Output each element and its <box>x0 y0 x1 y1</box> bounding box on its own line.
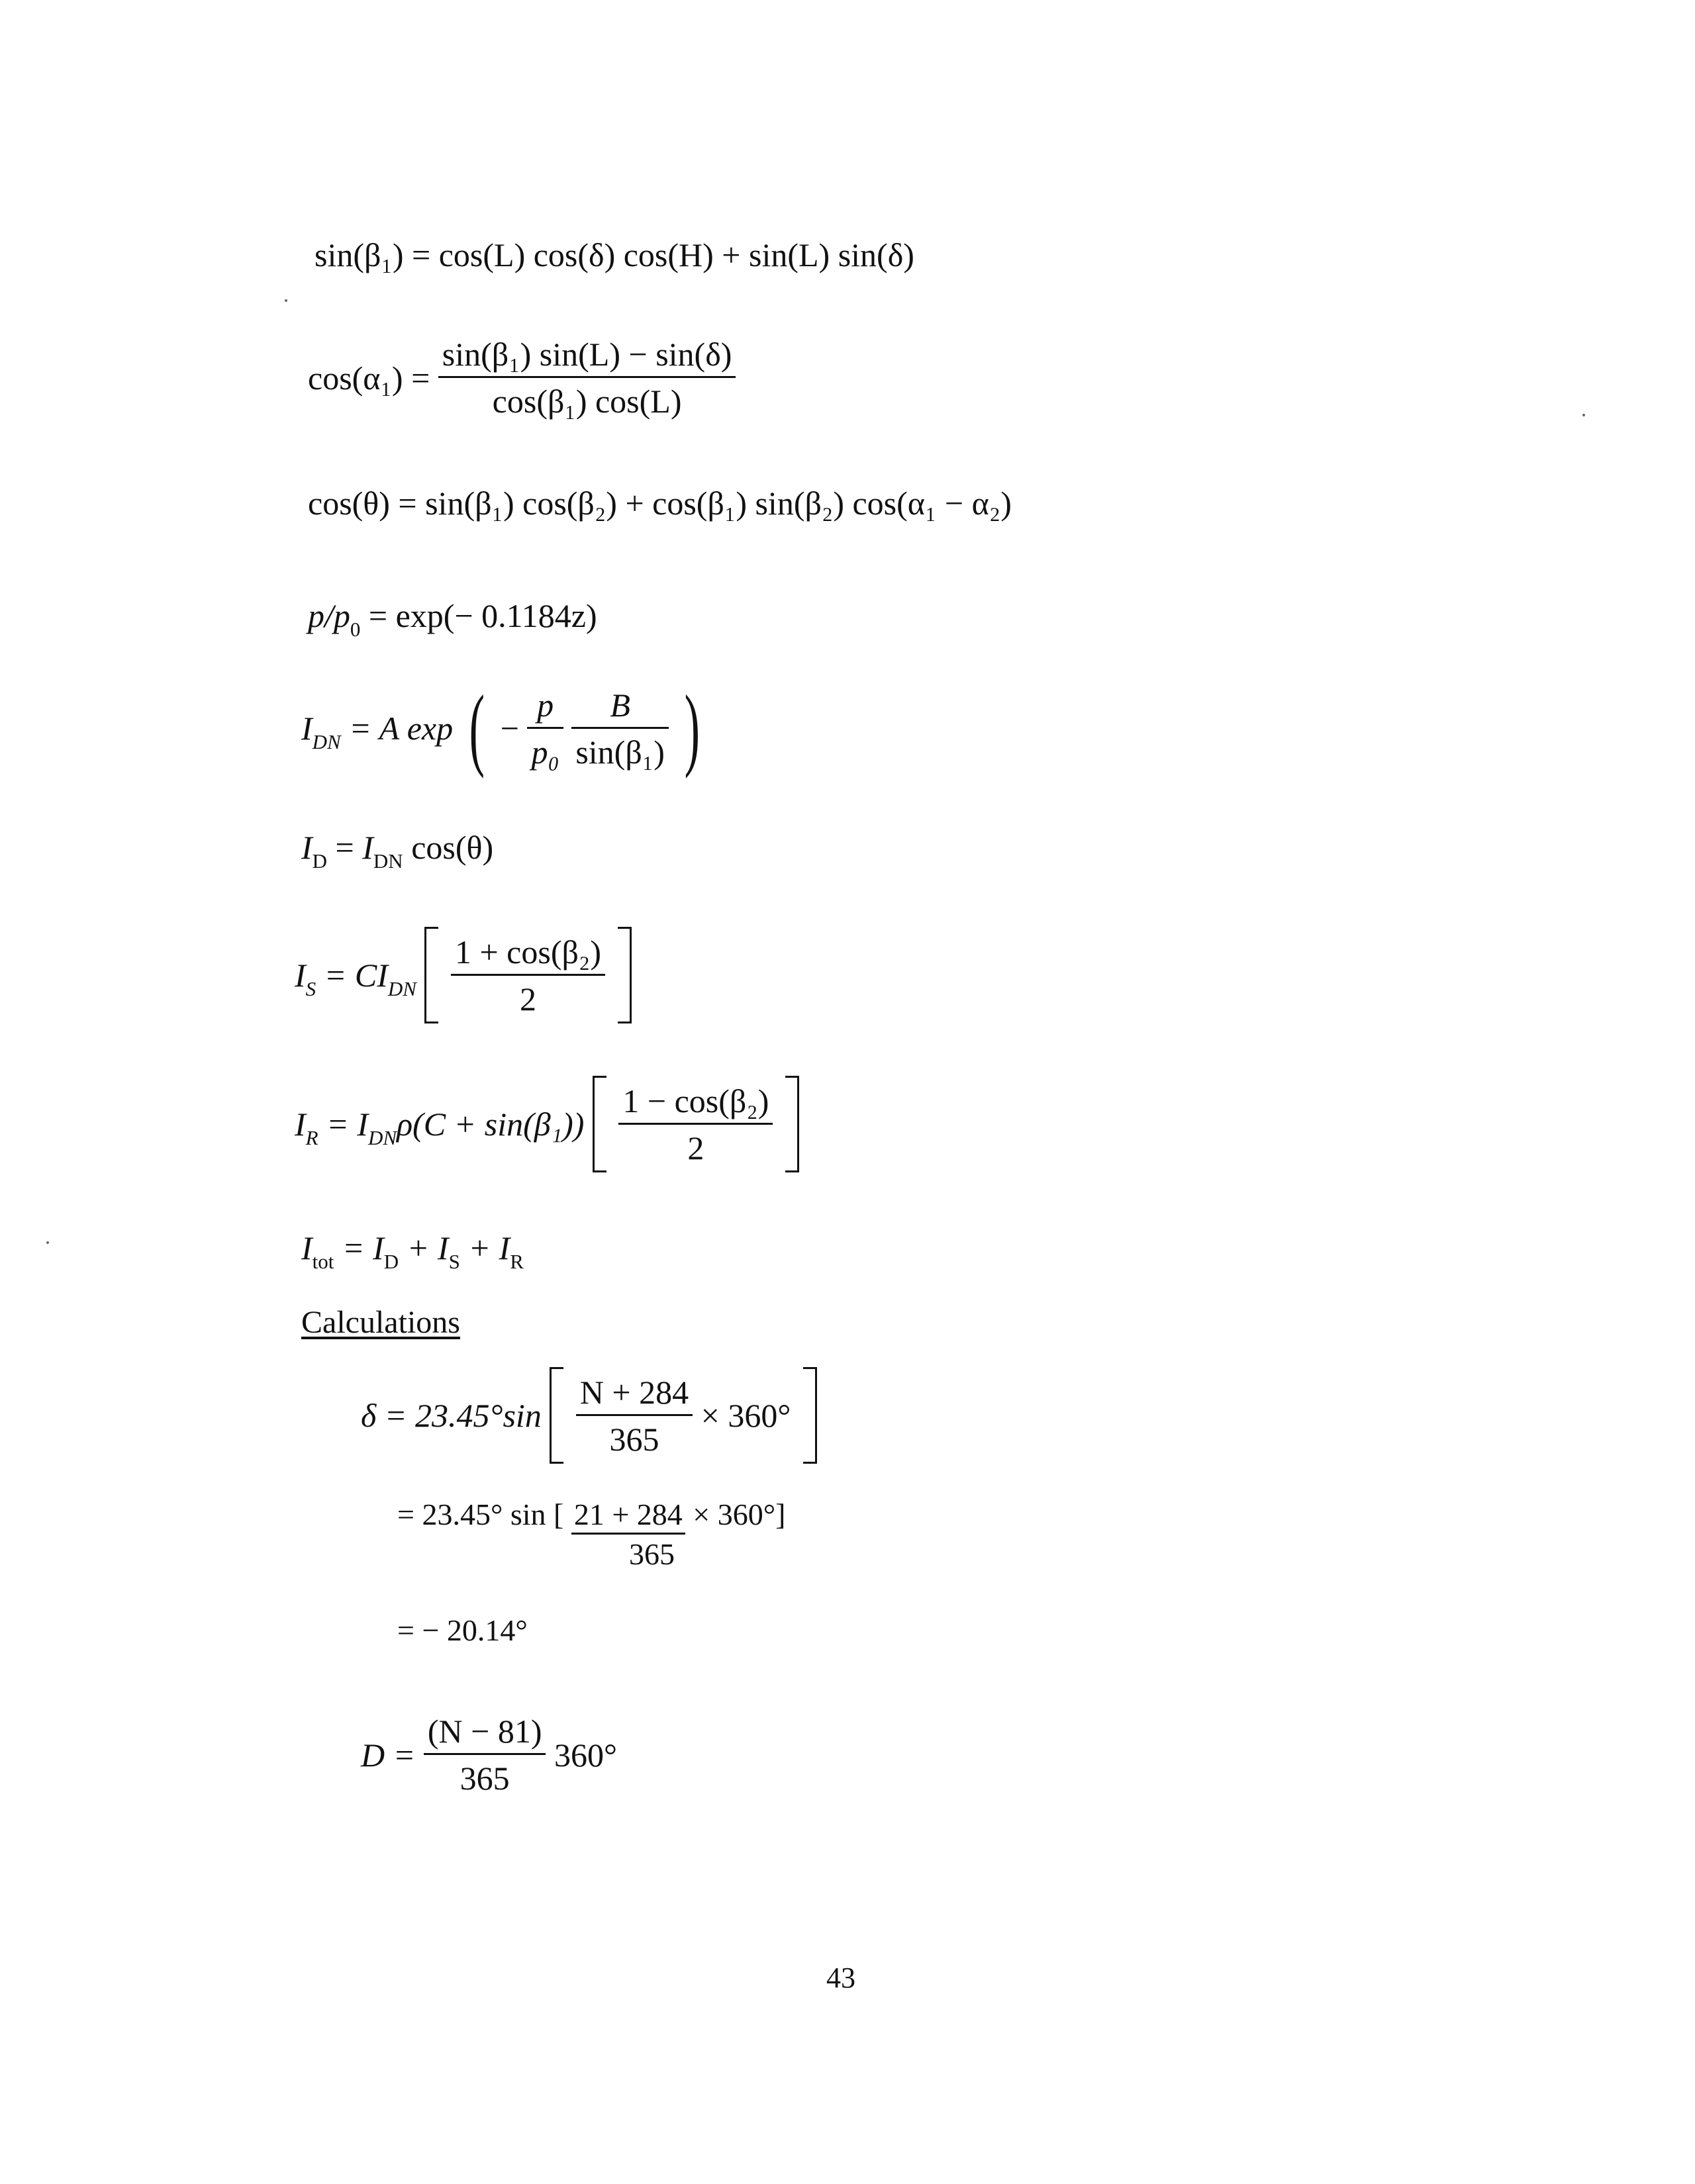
calc-day-angle-formula <box>361 1715 617 1795</box>
scan-speck <box>285 299 287 302</box>
scan-speck <box>1582 414 1585 416</box>
eq6-symbol2: I <box>362 829 373 866</box>
delta-sub-prefix: = 23.45° sin [ <box>397 1497 571 1531</box>
eq7-left-bracket <box>424 927 438 1023</box>
delta-sub-denominator: 365 <box>629 1537 675 1571</box>
equation-direct-normal <box>301 677 708 779</box>
calc-declination-formula <box>361 1367 817 1464</box>
eq4-sub: 0 <box>350 618 361 641</box>
delta-lhs: δ = 23.45°sin <box>361 1397 542 1434</box>
delta-sub-numerator: 21 + 284 <box>571 1499 685 1535</box>
eq9-sub-d: D <box>383 1250 399 1273</box>
equation-reflected-irradiance <box>295 1076 799 1172</box>
delta-left-bracket <box>550 1367 563 1464</box>
calc-declination-substitution <box>397 1499 785 1535</box>
equation-total-irradiance <box>301 1229 524 1273</box>
eq8-left-bracket <box>593 1076 606 1172</box>
eq9-symbol: I <box>301 1229 313 1266</box>
eq7-fraction <box>451 935 605 1016</box>
d-denominator: 365 <box>460 1760 510 1797</box>
equation-incidence-angle <box>308 487 1012 520</box>
delta-fraction <box>576 1373 693 1458</box>
delta-denominator: 365 <box>609 1420 659 1458</box>
eq6-sub: D <box>312 849 328 873</box>
eq4-text-b: = exp(− 0.1184z) <box>360 597 597 634</box>
eq7-sub2: DN <box>387 977 416 1000</box>
eq6-eq: = <box>327 829 363 866</box>
eq4-text-a: p/p <box>308 597 350 634</box>
eq5-lhs-sub: DN <box>312 730 341 753</box>
eq6-rest: cos(θ) <box>403 829 494 866</box>
calc-declination-substitution-den <box>629 1539 675 1570</box>
eq9-rest-c: + I <box>460 1229 510 1266</box>
delta-sub-tail: × 360°] <box>685 1497 786 1531</box>
eq1-rhs: cos(L) cos(δ) cos(H) + sin(L) sin(δ) <box>438 236 914 273</box>
eq8-middle: = I <box>318 1106 368 1143</box>
eq2-numerator: sin(β₁) sin(L) − sin(δ) <box>438 338 736 378</box>
delta-tail: × 360° <box>701 1397 791 1434</box>
eq7-sub: S <box>305 977 316 1000</box>
eq2-denominator: cos(β₁) cos(L) <box>492 383 682 420</box>
eq8-sub: R <box>305 1126 318 1149</box>
eq5-fraction-p <box>527 688 563 769</box>
delta-result: = − 20.14° <box>397 1613 528 1647</box>
eq5-close-paren: ) <box>685 677 701 779</box>
eq5-minus: − <box>500 710 519 747</box>
equation-direct-irradiance <box>301 829 494 873</box>
equation-pressure-ratio <box>308 597 597 641</box>
calc-declination-result <box>397 1615 528 1646</box>
eq9-sub-s: S <box>448 1250 460 1273</box>
eq5-lhs-symbol: I <box>301 710 313 747</box>
equation-diffuse-irradiance <box>295 927 632 1023</box>
calculations-heading: Calculations <box>301 1305 460 1340</box>
eq2-fraction <box>438 338 736 418</box>
eq5-open-paren: ( <box>469 677 485 779</box>
eq8-right-bracket <box>785 1076 799 1172</box>
eq8-numerator: 1 − cos(β₂) <box>618 1084 773 1125</box>
eq7-denominator: 2 <box>520 980 536 1018</box>
eq8-rest: ρ(C + sin(β₁)) <box>397 1106 585 1143</box>
eq6-symbol: I <box>301 829 313 866</box>
eq1-lhs: sin(β₁) = <box>315 236 439 273</box>
eq5-frac2-den: sin(β₁) <box>575 733 665 771</box>
equation-solar-azimuth <box>308 338 736 418</box>
scan-speck <box>46 1241 49 1244</box>
d-numerator: (N − 81) <box>424 1715 546 1755</box>
delta-right-bracket <box>803 1367 817 1464</box>
eq6-sub2: DN <box>373 849 403 873</box>
eq9-rest-b: + I <box>399 1229 449 1266</box>
eq3-text: cos(θ) = sin(β₁) cos(β₂) + cos(β₁) sin(β₂) cos(α₁ − α₂) <box>308 485 1012 522</box>
page-number: 43 <box>826 1962 855 1994</box>
delta-numerator: N + 284 <box>576 1376 693 1416</box>
equation-solar-altitude <box>315 238 914 271</box>
eq8-fraction <box>618 1084 773 1164</box>
d-fraction <box>424 1715 546 1795</box>
eq9-rest-a: = I <box>334 1229 384 1266</box>
eq7-right-bracket <box>618 927 632 1023</box>
eq7-middle: = CI <box>316 957 388 994</box>
eq5-frac1-den: p₀ <box>531 733 559 771</box>
eq2-lhs: cos(α₁) = <box>308 359 430 397</box>
eq5-fraction-b <box>571 688 669 769</box>
eq9-sub-r: R <box>510 1250 524 1273</box>
eq8-sub2: DN <box>367 1126 397 1149</box>
d-lhs: D = <box>361 1736 416 1774</box>
eq5-frac1-num: p <box>527 688 563 729</box>
eq8-denominator: 2 <box>687 1129 704 1166</box>
eq7-symbol: I <box>295 957 306 994</box>
eq7-numerator: 1 + cos(β₂) <box>451 935 605 976</box>
eq5-middle: = A exp <box>340 710 454 747</box>
d-tail: 360° <box>554 1736 617 1774</box>
eq9-sub: tot <box>312 1250 334 1273</box>
eq8-symbol: I <box>295 1106 306 1143</box>
eq5-frac2-num: B <box>571 688 669 729</box>
